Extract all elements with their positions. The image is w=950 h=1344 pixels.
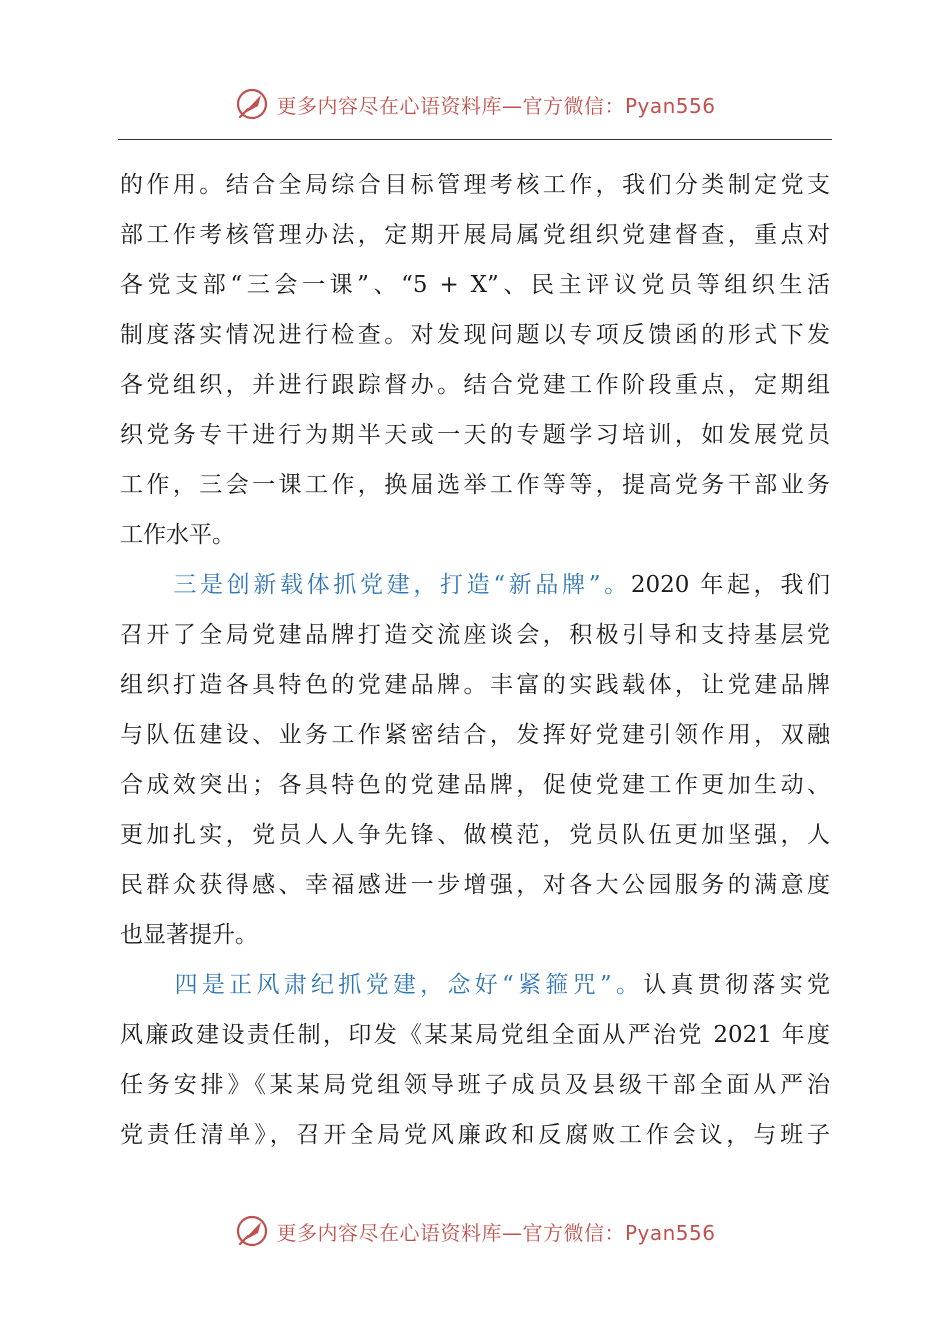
paragraph [120,560,830,960]
header-banner-text: 更多内容尽在心语资料库—官方微信：Pyan556 [276,93,716,118]
text-run: 各党组织，并进行跟踪督办。结合党建工作阶段重点，定期组 [120,372,830,398]
text-run: 工作，三会一课工作，换届选举工作等等，提高党务干部业务 [120,472,830,498]
text-line [120,310,830,360]
text-line [120,610,830,660]
text-run: 更加扎实，党员人人争先锋、做模范，党员队伍更加坚强，人 [120,822,830,848]
text-line [120,160,830,210]
text-run [120,972,175,998]
text-run: 民群众获得感、幸福感进一步增强，对各大公园服务的满意度 [120,872,830,898]
text-line [120,360,830,410]
footer-banner-text: 更多内容尽在心语资料库—官方微信：Pyan556 [276,1220,716,1245]
text-run [120,572,173,598]
text-line [120,210,830,260]
text-run: 制度落实情况进行检查。对发现问题以专项反馈函的形式下发 [120,322,830,348]
text-run: 各党支部“三会一课”、“5 + X”、民主评议党员等组织生活 [120,272,830,298]
header-banner [0,82,950,126]
text-run: 认真贯彻落实党 [643,972,830,998]
text-run: 风廉政建设责任制，印发《某某局党组全面从严治党 2021 年度 [120,1022,830,1048]
text-run: 党责任清单》，召开全局党风廉政和反腐败工作会议，与班子 [120,1122,830,1148]
text-line [120,660,830,710]
text-line [120,910,830,960]
text-run: 组织打造各具特色的党建品牌。丰富的实践载体，让党建品牌 [120,672,830,698]
text-run: 部工作考核管理办法，定期开展局属党组织党建督查，重点对 [120,222,830,248]
text-run: 的作用。结合全局综合目标管理考核工作，我们分类制定党支 [120,172,830,198]
text-line [120,1010,830,1060]
text-line [120,460,830,510]
text-run: 合成效突出；各具特色的党建品牌，促使党建工作更加生动、 [120,772,830,798]
text-run: 织党务专干进行为期半天或一天的专题学习培训，如发展党员 [120,422,830,448]
text-line [120,260,830,310]
quill-pen-logo-icon [234,86,270,122]
quill-pen-logo-icon [234,1213,270,1249]
text-line [120,1060,830,1110]
document-body [120,160,830,1160]
footer-banner [0,1209,950,1253]
text-line [120,410,830,460]
header-divider [118,139,832,140]
text-line [120,960,830,1010]
section-heading: 四是正风肃纪抓党建，念好“紧箍咒”。 [174,972,644,998]
text-run: 也显著提升。 [120,922,258,948]
text-line [120,560,830,610]
text-line [120,1110,830,1160]
text-run: 2020 年起，我们 [630,572,830,598]
text-line [120,760,830,810]
text-run: 与队伍建设、业务工作紧密结合，发挥好党建引领作用，双融 [120,722,830,748]
text-run: 召开了全局党建品牌打造交流座谈会，积极引导和支持基层党 [120,622,830,648]
paragraph [120,960,830,1160]
text-line [120,510,830,560]
section-heading: 三是创新载体抓党建，打造“新品牌”。 [173,572,631,598]
text-line [120,810,830,860]
text-line [120,710,830,760]
text-run: 任务安排》《某某局党组领导班子成员及县级干部全面从严治 [120,1072,830,1098]
paragraph [120,160,830,560]
text-run: 工作水平。 [120,522,235,548]
text-line [120,860,830,910]
